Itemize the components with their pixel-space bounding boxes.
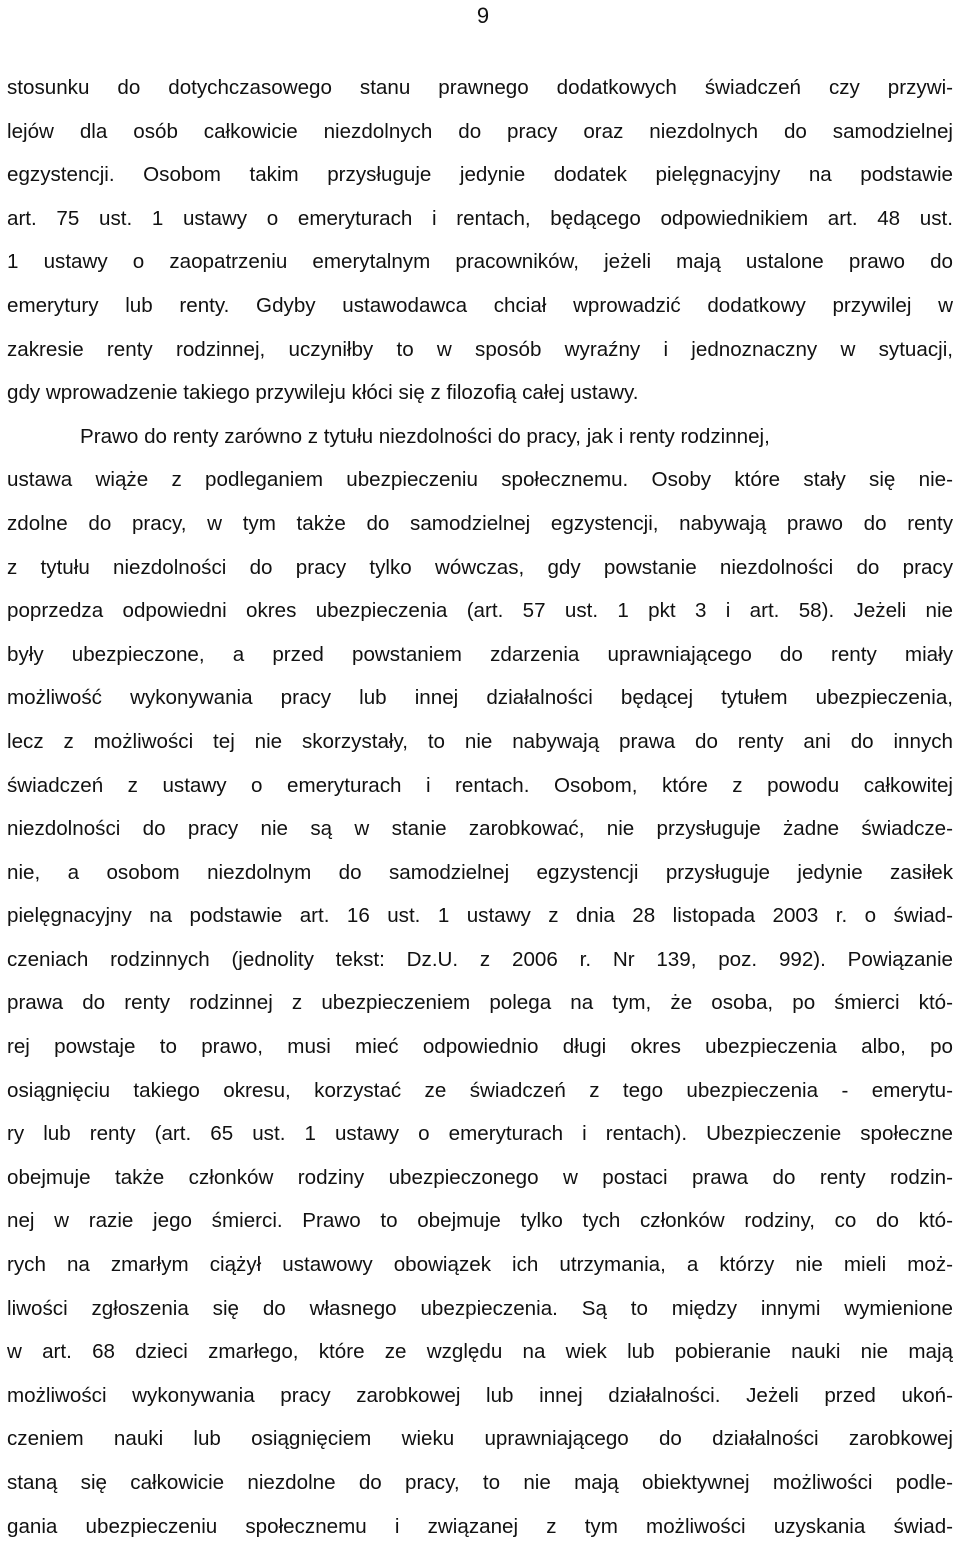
text-line: czeniach rodzinnych (jednolity tekst: Dz.U. z 2006 r. Nr 139, poz. 992). Powiązanie [7, 947, 953, 971]
text-line: stosunku do dotychczasowego stanu prawnego dodatkowych świadczeń czy przywi- [7, 76, 953, 99]
text-line: z tytułu niezdolności do pracy tylko wówczas, gdy powstanie niezdolności do pracy [7, 555, 953, 579]
text-line: prawa do renty rodzinnej z ubezpieczeniem polega na tym, że osoba, po śmierci któ- [7, 991, 953, 1015]
text-line: gania ubezpieczeniu społecznemu i związanej z tym możliwości uzyskania świad- [7, 1514, 953, 1538]
text-line: osiągnięciu takiego okresu, korzystać ze świadczeń z tego ubezpieczenia - emerytu- [7, 1078, 953, 1102]
text-line: gdy wprowadzenie takiego przywileju kłóci się z filozofią całej ustawy. [7, 381, 639, 405]
text-line: w art. 68 dzieci zmarłego, które ze względu na wiek lub pobieranie nauki nie mają [7, 1340, 953, 1364]
text-line: możliwości wykonywania pracy zarobkowej lub innej działalności. Jeżeli przed ukoń- [7, 1383, 953, 1407]
text-line: rych na zmarłym ciążył ustawowy obowiązek ich utrzymania, a którzy nie mieli moż- [7, 1253, 953, 1277]
text-line: lecz z możliwości tej nie skorzystały, to nie nabywają prawa do renty ani do innych [7, 729, 953, 753]
text-line: pielęgnacyjny na podstawie art. 16 ust. 1 ustawy z dnia 28 listopada 2003 r. o świad- [7, 904, 953, 928]
text-line: świadczeń z ustawy o emeryturach i rentach. Osobom, które z powodu całkowitej [7, 773, 953, 797]
text-line: nie, a osobom niezdolnym do samodzielnej egzystencji przysługuje jedynie zasiłek [7, 860, 953, 884]
text-line: możliwość wykonywania pracy lub innej działalności będącej tytułem ubezpieczenia, [7, 686, 953, 710]
text-line: poprzedza odpowiedni okres ubezpieczenia (art. 57 ust. 1 pkt 3 i art. 58). Jeżeli nie [7, 599, 953, 623]
text-line: 1 ustawy o zaopatrzeniu emerytalnym pracowników, jeżeli mają ustalone prawo do [7, 250, 953, 274]
text-line: obejmuje także członków rodziny ubezpieczonego w postaci prawa do renty rodzin- [7, 1165, 953, 1189]
text-line: czeniem nauki lub osiągnięciem wieku uprawniającego do działalności zarobkowej [7, 1427, 953, 1451]
text-line: ustawa wiąże z podleganiem ubezpieczeniu społecznemu. Osoby które stały się nie- [7, 468, 953, 492]
text-line: nej w razie jego śmierci. Prawo to obejmuje tylko tych członków rodziny, co do któ- [7, 1209, 953, 1233]
text-line: art. 75 ust. 1 ustawy o emeryturach i rentach, będącego odpowiednikiem art. 48 ust. [7, 206, 953, 230]
text-line: lejów dla osób całkowicie niezdolnych do pracy oraz niezdolnych do samodzielnej [7, 119, 953, 143]
text-line: ry lub renty (art. 65 ust. 1 ustawy o emeryturach i rentach). Ubezpieczenie społeczne [7, 1122, 953, 1146]
text-line: egzystencji. Osobom takim przysługuje jedynie dodatek pielęgnacyjny na podstawie [7, 163, 953, 187]
text-line: Prawo do renty zarówno z tytułu niezdolności do pracy, jak i renty rodzinnej, [80, 424, 770, 448]
text-line: zakresie renty rodzinnej, uczyniłby to w sposób wyraźny i jednoznaczny w sytuacji, [7, 337, 953, 361]
text-line: liwości zgłoszenia się do własnego ubezpieczenia. Są to między innymi wymienione [7, 1296, 953, 1320]
document-body [7, 66, 953, 1548]
text-line: staną się całkowicie niezdolne do pracy, to nie mają obiektywnej możliwości podle- [7, 1471, 953, 1494]
page-number: 9 [476, 3, 490, 28]
text-line: zdolne do pracy, w tym także do samodzielnej egzystencji, nabywają prawo do renty [7, 511, 953, 535]
text-line: niezdolności do pracy nie są w stanie zarobkować, nie przysługuje żadne świadcze- [7, 817, 953, 841]
text-line: były ubezpieczone, a przed powstaniem zdarzenia uprawniającego do renty miały [7, 642, 953, 666]
text-line: emerytury lub renty. Gdyby ustawodawca chciał wprowadzić dodatkowy przywilej w [7, 293, 953, 317]
text-line: rej powstaje to prawo, musi mieć odpowiednio długi okres ubezpieczenia albo, po [7, 1035, 953, 1059]
